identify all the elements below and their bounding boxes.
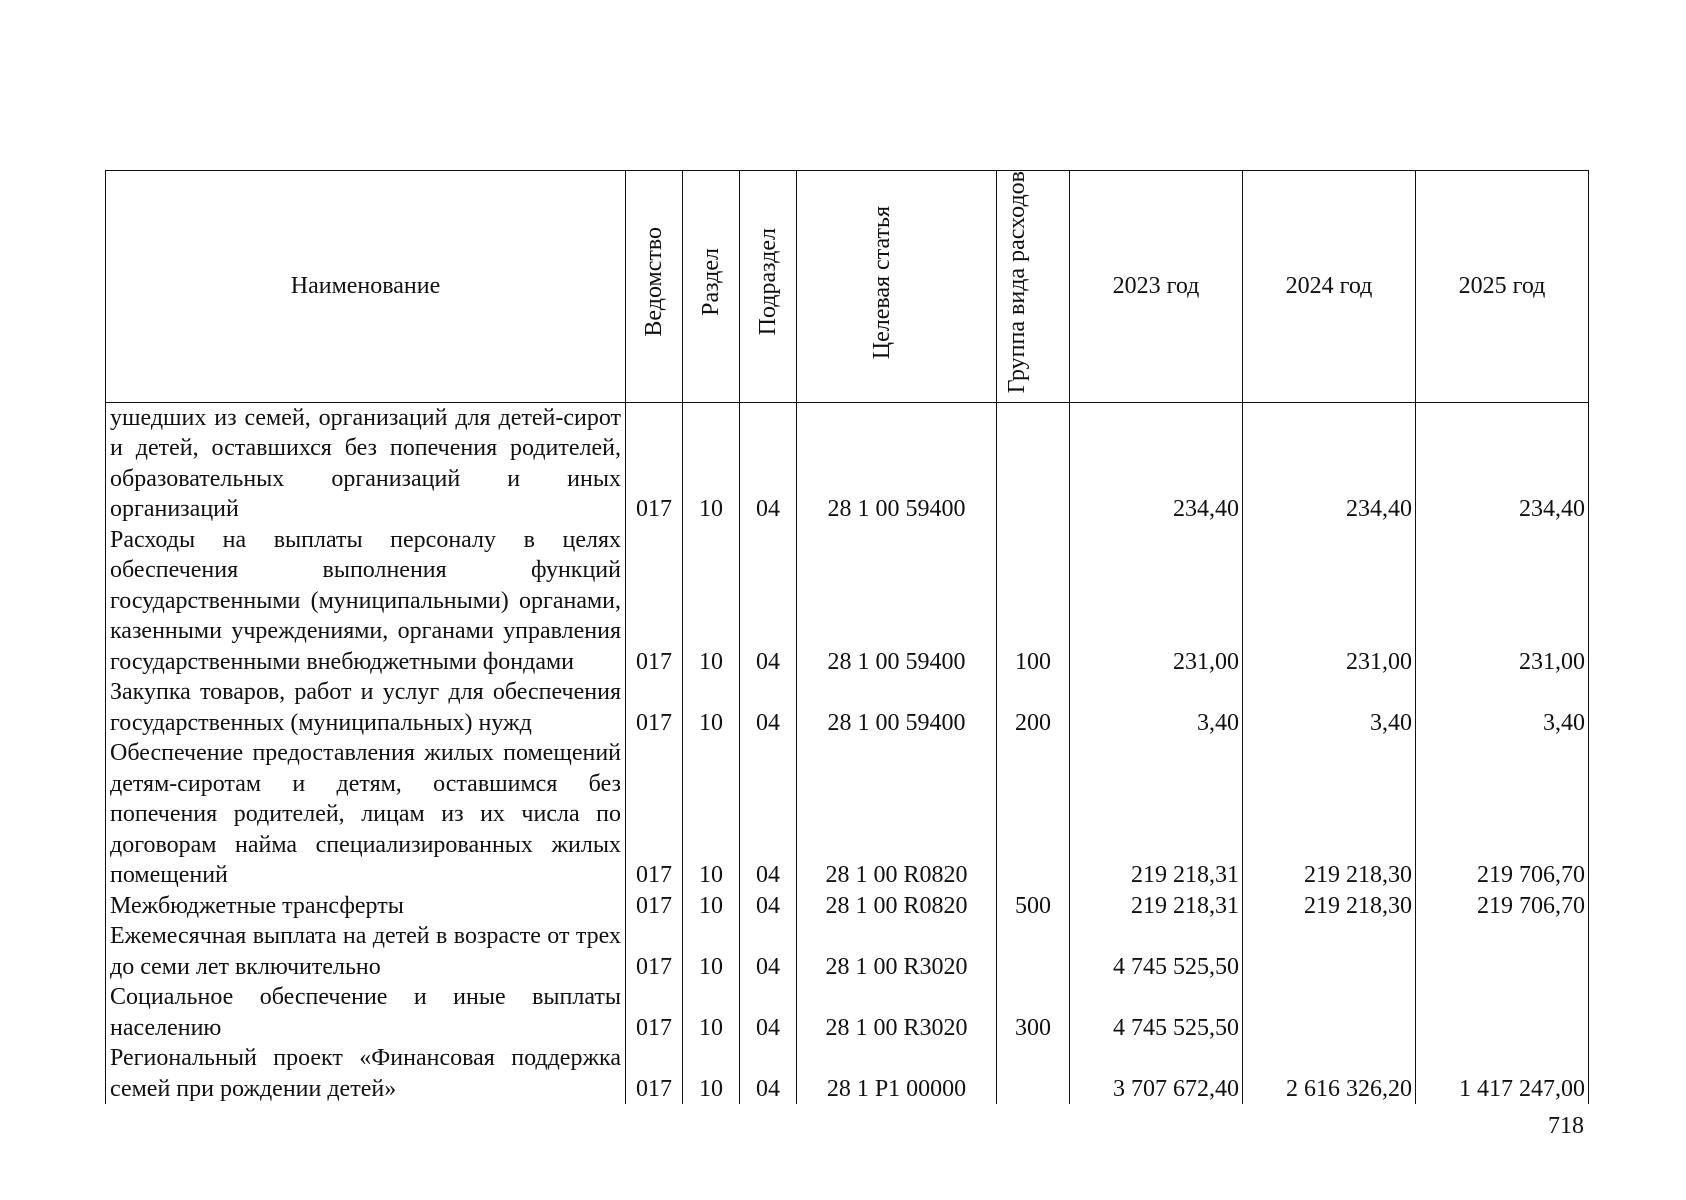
row-gruppa: 500 bbox=[997, 891, 1070, 922]
row-razdel: 10 bbox=[683, 891, 740, 922]
table-row bbox=[106, 891, 1589, 922]
row-name: Региональный проект «Финансовая поддержка семей при рождении детей» bbox=[106, 1043, 626, 1104]
row-gruppa: 300 bbox=[997, 982, 1070, 1043]
row-2023: 3 707 672,40 bbox=[1070, 1043, 1243, 1104]
header-name: Наименование bbox=[106, 171, 626, 403]
header-vedomstvo bbox=[626, 171, 683, 403]
row-tselevaya-statya: 28 1 00 R3020 bbox=[797, 982, 997, 1043]
table-row bbox=[106, 921, 1589, 982]
row-podrazdel: 04 bbox=[740, 525, 797, 678]
row-2023: 3,40 bbox=[1070, 677, 1243, 738]
row-razdel: 10 bbox=[683, 402, 740, 525]
row-gruppa bbox=[997, 402, 1070, 525]
row-gruppa: 200 bbox=[997, 677, 1070, 738]
header-razdel bbox=[683, 171, 740, 403]
row-razdel: 10 bbox=[683, 921, 740, 982]
row-name: Социальное обеспечение и иные выплаты населению bbox=[106, 982, 626, 1043]
row-2024: 2 616 326,20 bbox=[1243, 1043, 1416, 1104]
row-2025: 234,40 bbox=[1416, 402, 1589, 525]
header-row bbox=[106, 171, 1589, 403]
row-vedomstvo: 017 bbox=[626, 402, 683, 525]
row-gruppa bbox=[997, 738, 1070, 891]
table-row bbox=[106, 525, 1589, 678]
row-vedomstvo: 017 bbox=[626, 738, 683, 891]
header-2024: 2024 год bbox=[1243, 171, 1416, 403]
row-vedomstvo: 017 bbox=[626, 982, 683, 1043]
row-podrazdel: 04 bbox=[740, 1043, 797, 1104]
row-gruppa bbox=[997, 921, 1070, 982]
table-row bbox=[106, 1043, 1589, 1104]
row-2023: 219 218,31 bbox=[1070, 738, 1243, 891]
table-row bbox=[106, 982, 1589, 1043]
row-vedomstvo: 017 bbox=[626, 525, 683, 678]
row-name: ушедших из семей, организаций для детей-сирот и детей, оставшихся без попечения родителей, образовательных организаций и иных организаций bbox=[106, 402, 626, 525]
row-2023: 234,40 bbox=[1070, 402, 1243, 525]
row-podrazdel: 04 bbox=[740, 891, 797, 922]
row-razdel: 10 bbox=[683, 982, 740, 1043]
row-name: Обеспечение предоставления жилых помещений детям-сиротам и детям, оставшимся без попечения родителей, лицам из их числа по договорам найма специализированных жилых помещений bbox=[106, 738, 626, 891]
header-podrazdel-label: Подраздел bbox=[754, 228, 781, 336]
row-podrazdel: 04 bbox=[740, 921, 797, 982]
row-podrazdel: 04 bbox=[740, 738, 797, 891]
row-tselevaya-statya: 28 1 P1 00000 bbox=[797, 1043, 997, 1104]
row-tselevaya-statya: 28 1 00 59400 bbox=[797, 677, 997, 738]
row-razdel: 10 bbox=[683, 525, 740, 678]
row-podrazdel: 04 bbox=[740, 677, 797, 738]
row-2025 bbox=[1416, 982, 1589, 1043]
row-2024 bbox=[1243, 921, 1416, 982]
row-2025 bbox=[1416, 921, 1589, 982]
row-2025: 219 706,70 bbox=[1416, 738, 1589, 891]
header-gruppa-label: Группа вида расходов bbox=[1004, 171, 1030, 394]
row-2024: 219 218,30 bbox=[1243, 738, 1416, 891]
row-tselevaya-statya: 28 1 00 R3020 bbox=[797, 921, 997, 982]
row-2023: 219 218,31 bbox=[1070, 891, 1243, 922]
row-2024: 219 218,30 bbox=[1243, 891, 1416, 922]
row-razdel: 10 bbox=[683, 738, 740, 891]
header-2025: 2025 год bbox=[1416, 171, 1589, 403]
budget-table bbox=[105, 170, 1589, 1104]
row-2023: 4 745 525,50 bbox=[1070, 921, 1243, 982]
table-row bbox=[106, 738, 1589, 891]
row-2024: 234,40 bbox=[1243, 402, 1416, 525]
header-razdel-label: Раздел bbox=[697, 248, 724, 317]
row-name: Закупка товаров, работ и услуг для обеспечения государственных (муниципальных) нужд bbox=[106, 677, 626, 738]
header-tselevaya-statya bbox=[797, 171, 997, 403]
header-podrazdel bbox=[740, 171, 797, 403]
row-2023: 4 745 525,50 bbox=[1070, 982, 1243, 1043]
header-gruppa-vida-raskhodov bbox=[997, 171, 1070, 403]
row-2025: 219 706,70 bbox=[1416, 891, 1589, 922]
row-2024: 3,40 bbox=[1243, 677, 1416, 738]
row-razdel: 10 bbox=[683, 677, 740, 738]
row-2025: 1 417 247,00 bbox=[1416, 1043, 1589, 1104]
row-2023: 231,00 bbox=[1070, 525, 1243, 678]
page-number: 718 bbox=[1548, 1113, 1584, 1139]
header-2023: 2023 год bbox=[1070, 171, 1243, 403]
table-row bbox=[106, 402, 1589, 525]
row-vedomstvo: 017 bbox=[626, 921, 683, 982]
table-row bbox=[106, 677, 1589, 738]
row-vedomstvo: 017 bbox=[626, 891, 683, 922]
row-name: Расходы на выплаты персоналу в целях обеспечения выполнения функций государственными (муниципальными) органами, казенными учреждениями, органами управления государственными внебюджетными фондами bbox=[106, 525, 626, 678]
row-tselevaya-statya: 28 1 00 R0820 bbox=[797, 891, 997, 922]
row-tselevaya-statya: 28 1 00 R0820 bbox=[797, 738, 997, 891]
header-tselevaya-statya-label: Целевая статья bbox=[868, 205, 895, 359]
row-tselevaya-statya: 28 1 00 59400 bbox=[797, 402, 997, 525]
row-2025: 231,00 bbox=[1416, 525, 1589, 678]
row-2024 bbox=[1243, 982, 1416, 1043]
row-podrazdel: 04 bbox=[740, 402, 797, 525]
row-tselevaya-statya: 28 1 00 59400 bbox=[797, 525, 997, 678]
row-podrazdel: 04 bbox=[740, 982, 797, 1043]
header-vedomstvo-label: Ведомство bbox=[640, 227, 667, 337]
row-name: Ежемесячная выплата на детей в возрасте от трех до семи лет включительно bbox=[106, 921, 626, 982]
row-2025: 3,40 bbox=[1416, 677, 1589, 738]
row-2024: 231,00 bbox=[1243, 525, 1416, 678]
row-razdel: 10 bbox=[683, 1043, 740, 1104]
row-gruppa: 100 bbox=[997, 525, 1070, 678]
row-gruppa bbox=[997, 1043, 1070, 1104]
row-vedomstvo: 017 bbox=[626, 677, 683, 738]
row-vedomstvo: 017 bbox=[626, 1043, 683, 1104]
row-name: Межбюджетные трансферты bbox=[106, 891, 626, 922]
